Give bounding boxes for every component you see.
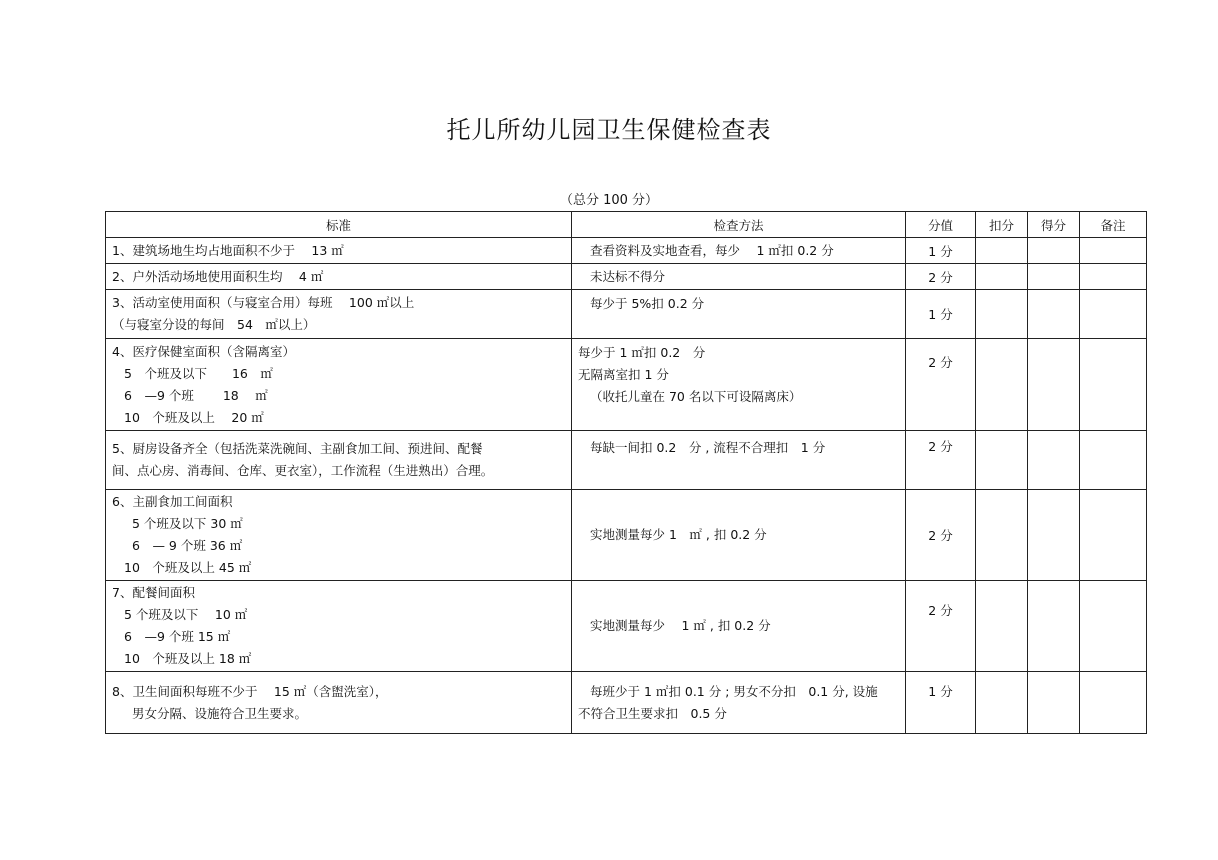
table-row — [106, 672, 1147, 734]
table-row — [106, 581, 1147, 672]
method-cell — [572, 490, 906, 581]
standard-cell — [106, 490, 572, 581]
standard-line: （与寝室分设的每间 54 ㎡以上） — [112, 317, 316, 332]
standard-line: 7、配餐间面积 — [112, 585, 195, 600]
deduction-cell[interactable] — [976, 490, 1028, 581]
table-row — [106, 264, 1147, 290]
remarks-cell[interactable] — [1080, 339, 1147, 431]
deduction-cell[interactable] — [976, 672, 1028, 734]
standard-line: 6 —9 个班 18 ㎡ — [124, 387, 268, 403]
header-deduction: 扣分 — [976, 212, 1028, 238]
deduction-cell[interactable] — [976, 431, 1028, 490]
standard-line: 8、卫生间面积每班不少于 15 ㎡（含盥洗室）， — [112, 683, 388, 699]
remarks-cell[interactable] — [1080, 290, 1147, 339]
deduction-cell[interactable] — [976, 238, 1028, 264]
method-line: 无隔离室扣 1 分 — [578, 367, 669, 382]
obtained-cell[interactable] — [1028, 339, 1080, 431]
deduction-cell[interactable] — [976, 339, 1028, 431]
header-method: 检查方法 — [572, 212, 906, 238]
method-line: 每少于 1 ㎡扣 0.2 分 — [578, 345, 706, 360]
obtained-cell[interactable] — [1028, 672, 1080, 734]
standard-cell — [106, 339, 572, 431]
table-row — [106, 431, 1147, 490]
remarks-cell[interactable] — [1080, 581, 1147, 672]
deduction-cell[interactable] — [976, 290, 1028, 339]
header-obtained: 得分 — [1028, 212, 1080, 238]
standard-line: 10 个班及以上 20 ㎡ — [124, 409, 264, 425]
method-line: （收托儿童在 70 名以下可设隔离床） — [590, 389, 802, 404]
standard-line: 5 个班及以下 30 ㎡ — [132, 516, 243, 531]
score-cell: 2 分 — [906, 490, 976, 581]
method-cell — [572, 339, 906, 431]
obtained-cell[interactable] — [1028, 290, 1080, 339]
score-cell: 2 分 — [906, 431, 976, 490]
method-cell — [572, 290, 906, 339]
score-cell: 2 分 — [906, 581, 976, 672]
standard-line: 6 —9 个班 15 ㎡ — [124, 629, 231, 644]
standard-cell — [106, 238, 572, 264]
standard-line: 1、建筑场地生均占地面积不少于 13 ㎡ — [112, 242, 344, 258]
standard-line: 间、点心房、消毒间、仓库、更衣室），工作流程（生进熟出）合理。 — [112, 463, 494, 478]
remarks-cell[interactable] — [1080, 264, 1147, 290]
table-row — [106, 290, 1147, 339]
table-row — [106, 238, 1147, 264]
page-title: 托儿所幼儿园卫生保健检查表 — [446, 116, 772, 144]
score-cell: 2 分 — [906, 339, 976, 431]
remarks-cell[interactable] — [1080, 431, 1147, 490]
score-cell: 2 分 — [906, 264, 976, 290]
header-score: 分值 — [906, 212, 976, 238]
standard-cell — [106, 581, 572, 672]
method-line: 未达标不得分 — [590, 268, 666, 284]
method-line: 查看资料及实地查看，每少 1 ㎡扣 0.2 分 — [590, 242, 834, 258]
standard-line: 5 个班及以下 10 ㎡ — [124, 607, 248, 622]
standard-cell — [106, 672, 572, 734]
obtained-cell[interactable] — [1028, 238, 1080, 264]
method-line: 实地测量每少 1 ㎡ , 扣 0.2 分 — [590, 527, 767, 542]
score-cell: 1 分 — [906, 238, 976, 264]
standard-line: 2、户外活动场地使用面积生均 4 ㎡ — [112, 268, 324, 284]
obtained-cell[interactable] — [1028, 581, 1080, 672]
remarks-cell[interactable] — [1080, 238, 1147, 264]
standard-line: 5 个班及以下 16 ㎡ — [124, 365, 273, 381]
standard-cell — [106, 431, 572, 490]
score-cell: 1 分 — [906, 672, 976, 734]
method-line: 每班少于 1 ㎡扣 0.1 分 ; 男女不分扣 0.1 分, 设施 — [590, 683, 878, 699]
deduction-cell[interactable] — [976, 264, 1028, 290]
standard-line: 6、主副食加工间面积 — [112, 494, 233, 509]
standard-line: 4、医疗保健室面积（含隔离室） — [112, 343, 295, 359]
standard-line: 10 个班及以上 45 ㎡ — [124, 560, 252, 575]
obtained-cell[interactable] — [1028, 264, 1080, 290]
method-line: 每缺一间扣 0.2 分 , 流程不合理扣 1 分 — [590, 440, 826, 455]
method-cell — [572, 672, 906, 734]
standard-line: 5、厨房设备齐全（包括洗菜洗碗间、主副食加工间、预进间、配餐 — [112, 441, 483, 456]
obtained-cell[interactable] — [1028, 431, 1080, 490]
method-cell — [572, 264, 906, 290]
method-line: 每少于 5%扣 0.2 分 — [590, 296, 705, 311]
standard-line: 6 — 9 个班 36 ㎡ — [132, 538, 243, 553]
method-cell — [572, 238, 906, 264]
standard-cell — [106, 264, 572, 290]
method-cell — [572, 431, 906, 490]
standard-line: 男女分隔、设施符合卫生要求。 — [132, 705, 308, 721]
inspection-table — [105, 211, 1147, 734]
deduction-cell[interactable] — [976, 581, 1028, 672]
header-standard: 标准 — [106, 212, 572, 238]
method-cell — [572, 581, 906, 672]
remarks-cell[interactable] — [1080, 672, 1147, 734]
score-cell: 1 分 — [906, 290, 976, 339]
remarks-cell[interactable] — [1080, 490, 1147, 581]
total-score-note: （总分 100 分） — [559, 193, 659, 208]
method-line: 实地测量每少 1 ㎡ , 扣 0.2 分 — [590, 618, 771, 633]
table-row — [106, 339, 1147, 431]
method-line: 不符合卫生要求扣 0.5 分 — [578, 705, 727, 721]
standard-cell — [106, 290, 572, 339]
table-row — [106, 490, 1147, 581]
header-remarks: 备注 — [1080, 212, 1147, 238]
table-header-row — [106, 212, 1147, 238]
standard-line: 3、活动室使用面积（与寝室合用）每班 100 ㎡以上 — [112, 295, 415, 310]
standard-line: 10 个班及以上 18 ㎡ — [124, 651, 252, 666]
obtained-cell[interactable] — [1028, 490, 1080, 581]
